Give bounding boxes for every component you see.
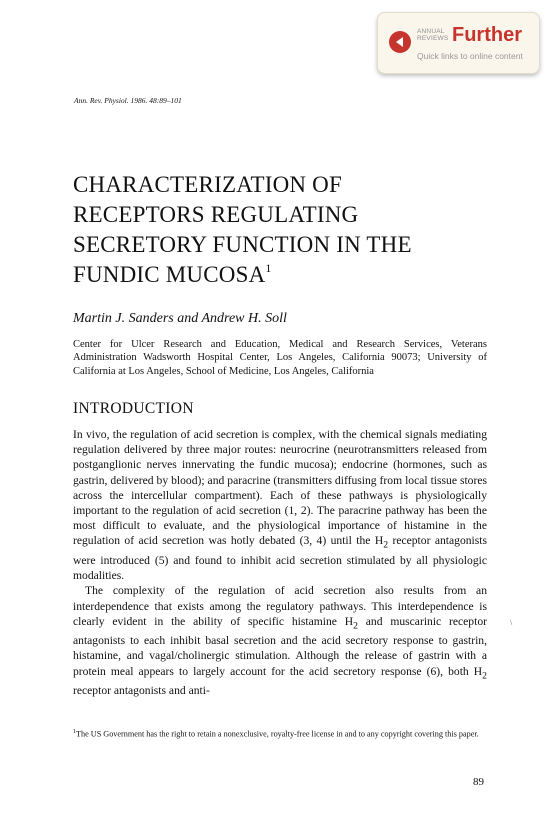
footnote (73, 727, 487, 740)
title-footnote-marker[interactable]: 1 (265, 261, 272, 275)
paragraph-text: In vivo, the regulation of acid secretion is complex, with the chemical signals mediating regulation delivered by three major routes: neurocrine (neurotransmitters released from postganglionic nerves innervating the fundic mucosa); endocrine (hormones, such as gastrin, delivered by blood); and paracrine (transmitters diffusing from local tissue stores across the intercellular compartment). Each of these pathways is physiologically important to the regulation of acid secretion (1, 2). The paracrine pathway has been the most difficult to evaluate, and the physiological importance of histamine in the regulation of acid secretion was hotly debated (3, 4) until the H (73, 428, 487, 548)
paragraph (73, 583, 487, 698)
footnote-text: The US Government has the right to retain a nonexclusive, royalty-free license in and to any copyright covering this paper. (76, 729, 479, 739)
footnote-marker: 1 (73, 729, 76, 735)
stray-mark: \ (510, 618, 513, 627)
paragraph-text: receptor antagonists and anti- (73, 684, 210, 698)
page-number: 89 (473, 776, 484, 788)
title-line (73, 260, 493, 290)
badge-subtitle: Quick links to online content (417, 51, 523, 61)
title-line: CHARACTERIZATION OF (73, 172, 342, 197)
badge-reviews-text: REVIEWS (417, 35, 449, 42)
paragraph-text: The complexity of the regulation of acid secretion also results from an interdependence that exists among the regulatory pathways. This interdependence is clearly evident in the ability of specific histamine H (73, 584, 487, 628)
badge-annual-text: ANNUAL (417, 28, 445, 35)
paragraph (73, 427, 487, 583)
paper-title (73, 170, 493, 290)
play-arrow-icon (389, 31, 411, 53)
authors: Martin J. Sanders and Andrew H. Soll (73, 311, 287, 326)
title-line: SECRETORY FUNCTION IN THE (73, 232, 412, 257)
title-line: RECEPTORS REGULATING (73, 202, 359, 227)
journal-citation: Ann. Rev. Physiol. 1986. 48:89–101 (74, 96, 182, 105)
subscript: 2 (353, 620, 358, 632)
affiliation: Center for Ulcer Research and Education, Medical and Research Services, Veterans Administration Wadsworth Hospital Center, Los Angeles, California 90073; University of California at Los Angeles, School of Medicine, Los Angeles, California (73, 339, 487, 377)
subscript: 2 (482, 669, 487, 681)
paragraph-text: and muscarinic receptor antagonists to each inhibit basal secretion and the acid secretory response to gastrin, histamine, and vagal/cholinergic stimulation. Although the release of gastrin with a protein meal appears to largely account for the acid secretory response (6), both H (73, 614, 487, 678)
subscript: 2 (383, 539, 389, 551)
body-text (73, 427, 487, 698)
paragraph-text: receptor antagonists were introduced (5) and found to inhibit acid secretion stimulated by all physiologic modalities. (73, 534, 488, 583)
annual-reviews-further-badge[interactable] (377, 12, 540, 74)
section-heading: INTRODUCTION (73, 400, 194, 417)
badge-publisher-label (417, 28, 457, 42)
title-line-text: FUNDIC MUCOSA (73, 262, 266, 287)
badge-further-text: Further (452, 24, 522, 46)
